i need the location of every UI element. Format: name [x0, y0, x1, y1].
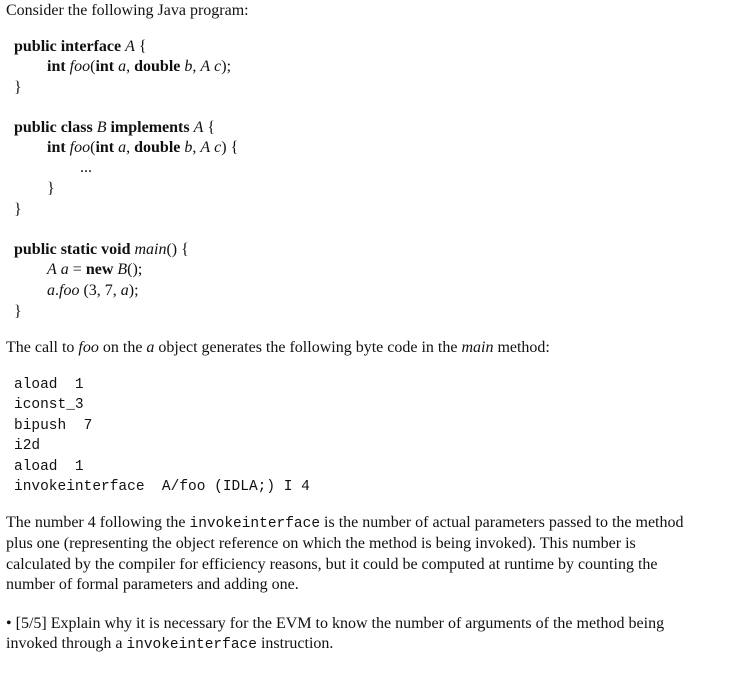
main-line-call: a.foo (3, 7, a); — [47, 282, 139, 299]
interface-method-signature: int foo(int a, double b, A c); — [47, 58, 232, 75]
main-line-instantiation: A a = new B(); — [47, 261, 143, 278]
interface-declaration: public interface A { — [14, 38, 147, 55]
class-method-signature: int foo(int a, double b, A c) { — [47, 139, 239, 156]
explanation-paragraph: The number 4 following the invokeinterface is the number of actual parameters passed to the method plus one (representing the object reference on which the method is being invoked). This number is calculated by the compiler for efficiency reasons, but it could be computed at runtime by counting the number of formal parameters and adding one. — [6, 514, 684, 593]
class-declaration: public class B implements A { — [14, 119, 216, 136]
main-close-brace: } — [14, 303, 22, 320]
bytecode-line: bipush 7 — [14, 418, 93, 434]
call-description: The call to foo on the a object generates the following byte code in the main method: — [6, 339, 550, 356]
bytecode-line: iconst_3 — [14, 397, 84, 413]
bytecode-line: invokeinterface A/foo (IDLA;) I 4 — [14, 479, 310, 495]
class-close-brace: } — [14, 201, 22, 218]
question-item: • [5/5] Explain why it is necessary for the EVM to know the number of arguments of the method being invoked through a invokeinterface instruction. — [6, 615, 665, 654]
interface-close-brace: } — [14, 79, 22, 96]
main-declaration: public static void main() { — [14, 241, 189, 258]
bytecode-line: aload 1 — [14, 459, 84, 475]
intro-text: Consider the following Java program: — [6, 2, 249, 19]
method-close-brace: } — [47, 180, 55, 197]
method-body-ellipsis: ... — [80, 159, 92, 176]
bytecode-line: aload 1 — [14, 377, 84, 393]
bullet-marker: • — [6, 615, 12, 632]
bytecode-line: i2d — [14, 438, 41, 454]
